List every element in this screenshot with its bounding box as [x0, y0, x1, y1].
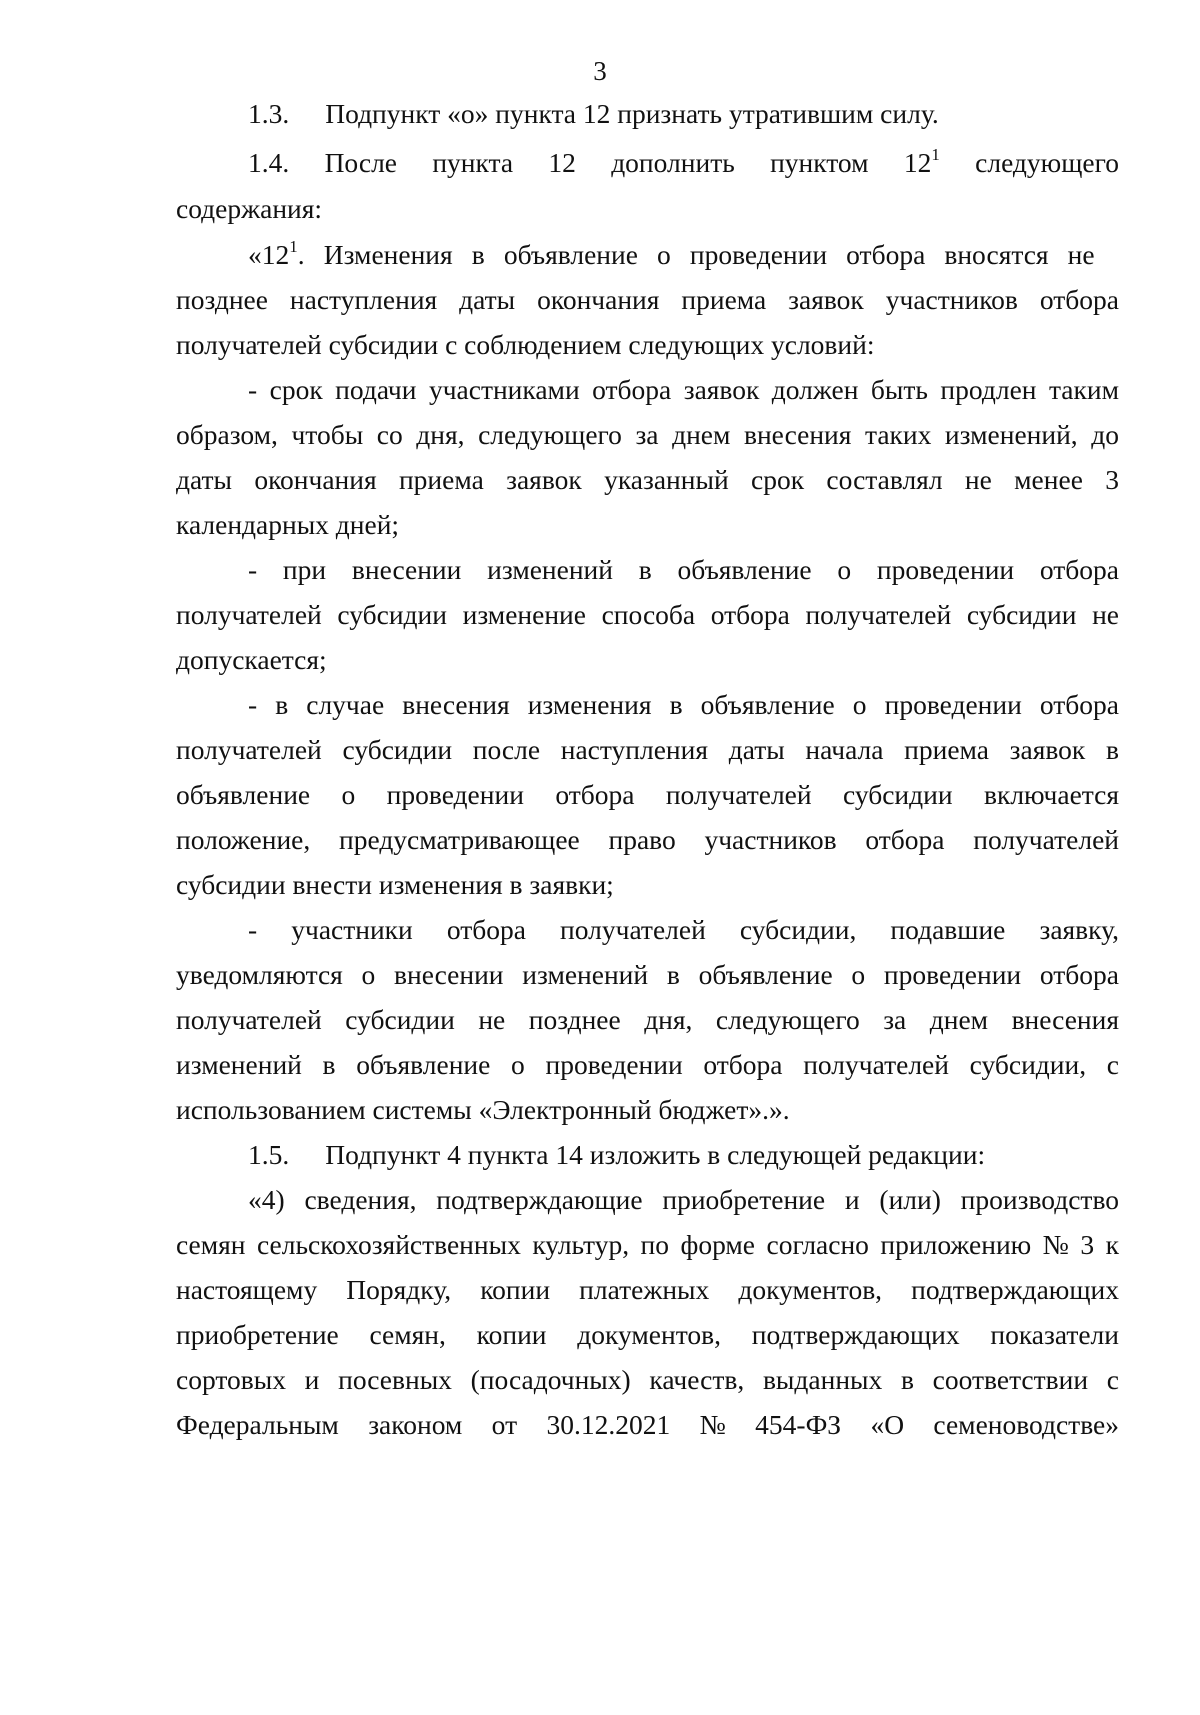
quote-12-1-line-3: получателей субсидии с соблюдением следующих условий: — [176, 329, 875, 360]
bullet-4-line-3: получателей субсидии не позднее дня, следующего за днем внесения — [176, 1004, 1119, 1035]
paragraph-1-5 — [248, 1137, 1191, 1173]
subitem-4-line-1: «4) сведения, подтверждающие приобретение и (или) производство — [248, 1184, 1119, 1215]
word: пунктом — [770, 147, 869, 178]
bullet-3-line-2: получателей субсидии после наступления даты начала приема заявок в — [176, 734, 1119, 765]
subitem-4-line-6: Федеральным законом от 30.12.2021 № 454-ФЗ «О семеноводстве» — [176, 1409, 1119, 1440]
superscript: 1 — [931, 144, 940, 164]
word: следующего — [975, 147, 1119, 178]
word-with-superscript — [904, 145, 940, 181]
paragraph-1-4-line-2: содержания: — [176, 193, 323, 224]
bullet-2-line-3: допускается; — [176, 644, 327, 675]
bullet-2-line-2: получателей субсидии изменение способа отбора получателей субсидии не — [176, 599, 1119, 630]
subitem-4-line-5: сортовых и посевных (посадочных) качеств, выданных в соответствии с — [176, 1364, 1119, 1395]
bullet-1-line-2: образом, чтобы со дня, следующего за днем внесения таких изменений, до — [176, 419, 1119, 450]
bullet-4-line-4: изменений в объявление о проведении отбора получателей субсидии, с — [176, 1049, 1119, 1080]
quote-12-1-line-1 — [248, 237, 1119, 273]
bullet-3-line-5: субсидии внести изменения в заявки; — [176, 869, 614, 900]
word: 12 — [548, 147, 576, 178]
bullet-3-line-1: - в случае внесения изменения в объявление о проведении отбора — [248, 689, 1119, 720]
subitem-4-line-4: приобретение семян, копии документов, подтверждающих показатели — [176, 1319, 1119, 1350]
word: 1.4. — [248, 147, 290, 178]
subitem-4-line-2: семян сельскохозяйственных культур, по форме согласно приложению № 3 к — [176, 1229, 1119, 1260]
bullet-1-line-4: календарных дней; — [176, 509, 400, 540]
paragraph-text: Подпункт 4 пункта 14 изложить в следующей редакции: — [325, 1139, 986, 1170]
paragraph-number: 1.5. — [248, 1139, 290, 1170]
superscript: 1 — [289, 236, 298, 256]
page-number: 3 — [593, 56, 607, 86]
bullet-1-line-1: - срок подачи участниками отбора заявок должен быть продлен таким — [248, 374, 1119, 405]
word: 12 — [903, 147, 932, 178]
bullet-4-line-1: - участники отбора получателей субсидии, подавшие заявку, — [248, 914, 1119, 945]
quote-12-1-line-2: позднее наступления даты окончания приема заявок участников отбора — [176, 284, 1119, 315]
bullet-4-line-2: уведомляются о внесении изменений в объявление о проведении отбора — [176, 959, 1119, 990]
bullet-1-line-3: даты окончания приема заявок указанный срок составлял не менее 3 — [176, 464, 1119, 495]
word: дополнить — [611, 147, 735, 178]
word: пункта — [432, 147, 514, 178]
bullet-3-line-3: объявление о проведении отбора получателей субсидии включается — [176, 779, 1119, 810]
subitem-4-line-3: настоящему Порядку, копии платежных документов, подтверждающих — [176, 1274, 1119, 1305]
bullet-4-line-5: использованием системы «Электронный бюджет».». — [176, 1094, 790, 1125]
paragraph-number: 1.3. — [248, 98, 290, 129]
bullet-2-line-1: - при внесении изменений в объявление о проведении отбора — [248, 554, 1119, 585]
quote-text: . Изменения в объявление о проведении отбора вносятся не — [297, 239, 1095, 270]
paragraph-1-3 — [248, 96, 1191, 132]
word: После — [324, 147, 397, 178]
paragraph-1-4-line-1 — [248, 145, 1119, 181]
bullet-3-line-4: положение, предусматривающее право участников отбора получателей — [176, 824, 1119, 855]
paragraph-text: Подпункт «о» пункта 12 признать утратившим силу. — [325, 98, 939, 129]
quote-open: «12 — [248, 239, 290, 270]
